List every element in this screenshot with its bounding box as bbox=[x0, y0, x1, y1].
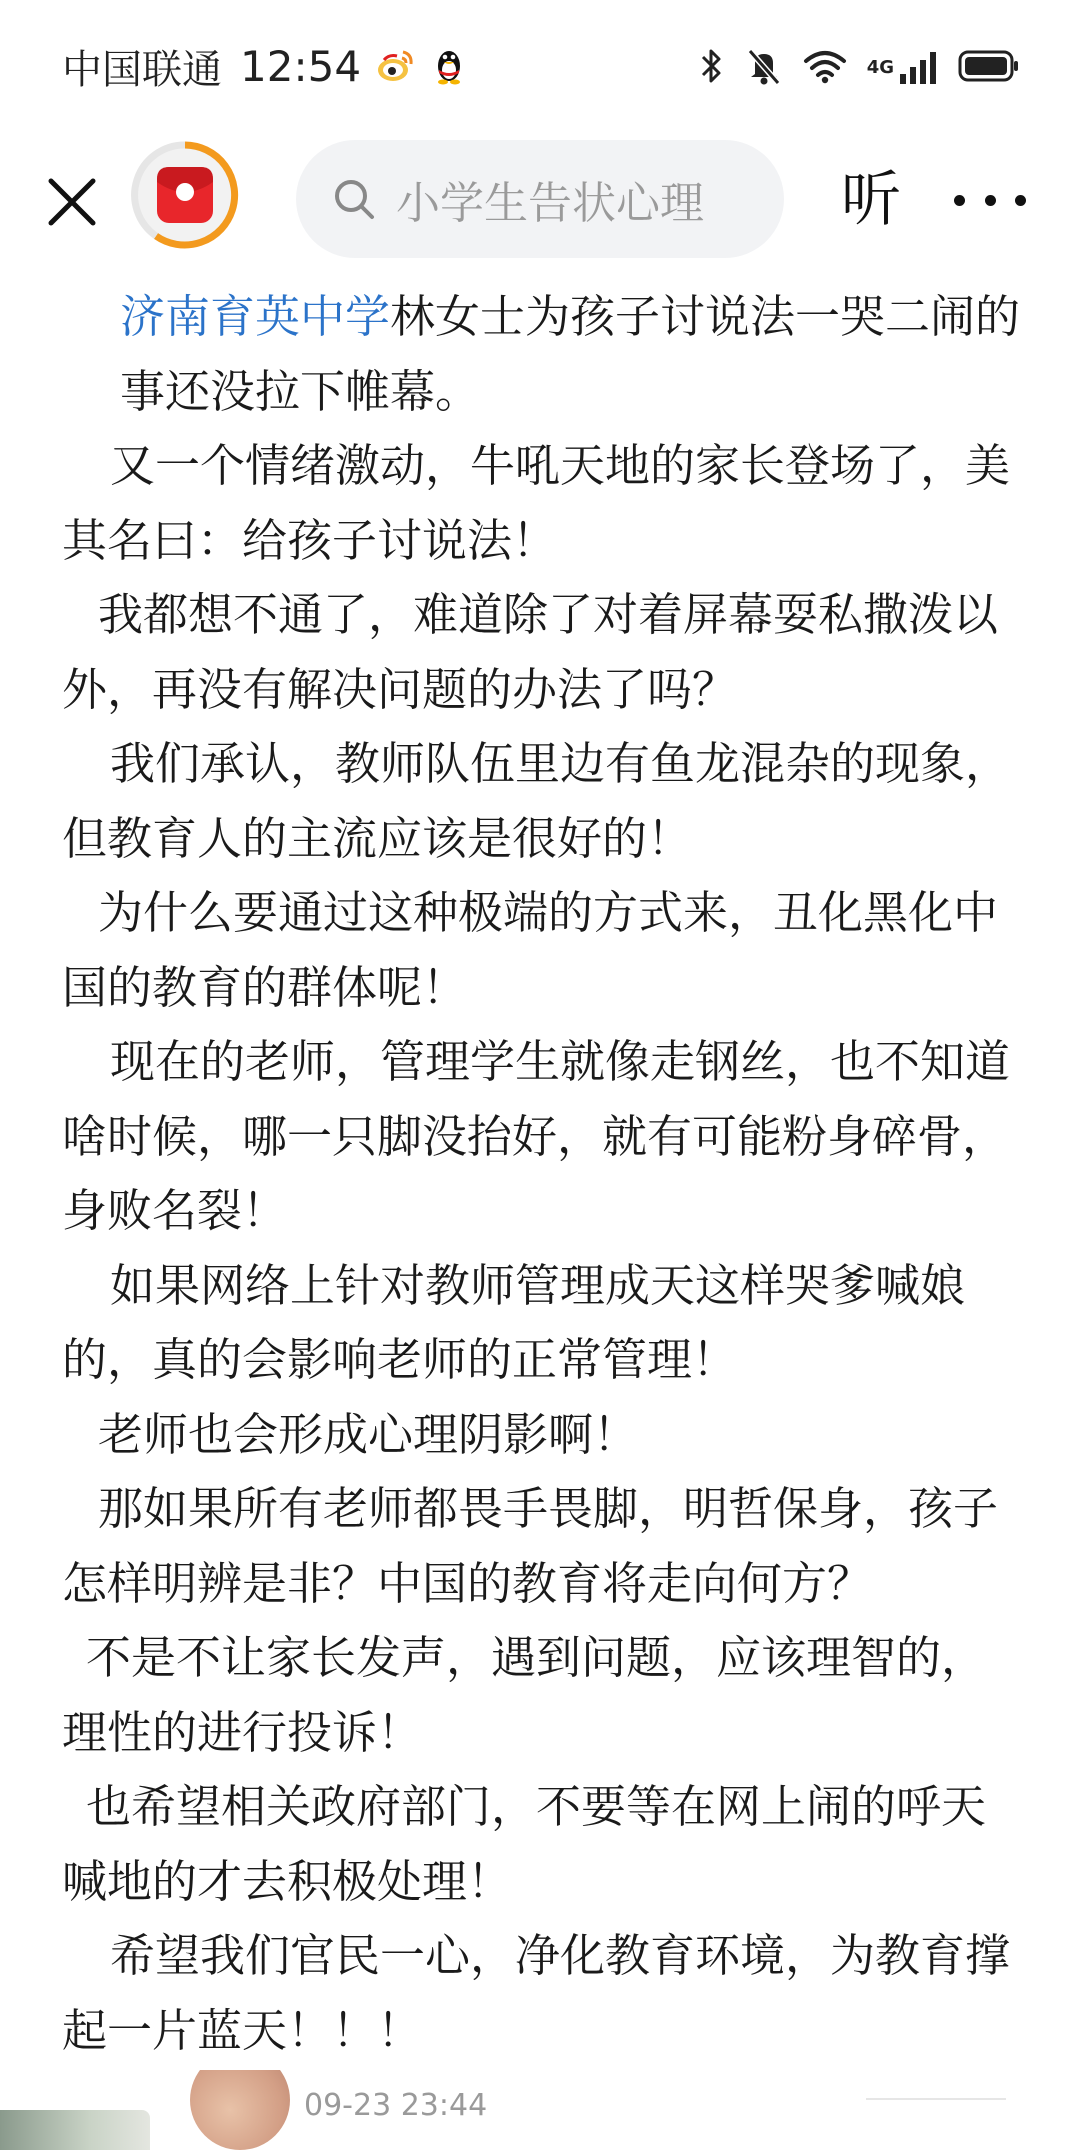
search-bar[interactable] bbox=[296, 140, 784, 258]
search-icon bbox=[332, 177, 376, 221]
article-paragraph: 不是不让家长发声，遇到问题，应该理智的，理性的进行投诉！ bbox=[62, 1631, 987, 1759]
clock-time: 12:54 bbox=[240, 41, 362, 91]
school-name-link[interactable]: 济南育英中学 bbox=[120, 290, 391, 343]
close-icon bbox=[46, 176, 98, 228]
article-paragraph: 如果网络上针对教师管理成天这样哭爹喊娘的，真的会影响老师的正常管理！ bbox=[62, 1258, 966, 1386]
app-logo-red-packet-icon[interactable] bbox=[130, 140, 240, 250]
article-paragraph: 老师也会形成心理阴影啊！ bbox=[98, 1407, 639, 1461]
qq-penguin-icon bbox=[429, 46, 469, 86]
article-paragraph: 我都想不通了，难道除了对着屏幕耍私撒泼以外，再没有解决问题的办法了吗？ bbox=[62, 588, 999, 716]
cellular-signal bbox=[867, 50, 938, 86]
carrier-name: 中国联通 bbox=[62, 46, 222, 93]
search-placeholder: 小学生告状心理 bbox=[396, 178, 704, 229]
status-bar bbox=[0, 0, 1080, 130]
status-bar-right bbox=[699, 38, 1020, 98]
article-body bbox=[62, 280, 1022, 2068]
article-paragraph: 又一个情绪激动，牛吼天地的家长登场了，美其名曰：给孩子讨说法！ bbox=[62, 439, 1011, 567]
more-dot-icon bbox=[954, 195, 965, 206]
article-paragraph: 为什么要通过这种极端的方式来，丑化黑化中国的教育的群体呢！ bbox=[62, 886, 999, 1014]
listen-button[interactable]: 听 bbox=[841, 165, 901, 235]
article-paragraph: 也希望相关政府部门，不要等在网上闹的呼天喊地的才去积极处理！ bbox=[62, 1780, 987, 1908]
signal-bars-icon bbox=[898, 50, 938, 86]
comment-timestamp: 09-23 23:44 bbox=[304, 2088, 488, 2123]
status-bar-left bbox=[62, 36, 469, 96]
close-button[interactable] bbox=[40, 170, 104, 234]
next-comment-preview[interactable] bbox=[0, 2070, 1080, 2150]
article-paragraph: 现在的老师，管理学生就像走钢丝，也不知道啥时候，哪一只脚没抬好，就有可能粉身碎骨，身败名裂！ bbox=[62, 1035, 1011, 1237]
network-type-label: 4G bbox=[866, 57, 894, 78]
mute-bell-icon bbox=[745, 46, 783, 90]
thumbnail-image bbox=[0, 2110, 150, 2150]
more-options-button[interactable] bbox=[954, 170, 1026, 230]
article-paragraph: 那如果所有老师都畏手畏脚，明哲保身，孩子怎样明辨是非？中国的教育将走向何方？ bbox=[62, 1482, 999, 1610]
article-paragraph: 希望我们官民一心，净化教育环境，为教育撑起一片蓝天！！！ bbox=[62, 1929, 1011, 2057]
more-dot-icon bbox=[985, 195, 996, 206]
battery-icon bbox=[958, 49, 1020, 87]
divider bbox=[866, 2098, 1006, 2100]
bluetooth-icon bbox=[699, 46, 725, 90]
article-paragraph bbox=[62, 280, 1022, 429]
wifi-icon bbox=[803, 48, 847, 88]
weibo-icon bbox=[375, 46, 415, 86]
more-dot-icon bbox=[1015, 195, 1026, 206]
paragraph-text: 林女士为孩子讨说法一哭二闹的事还没拉下帷幕。 bbox=[120, 290, 1021, 418]
article-paragraph: 我们承认，教师队伍里边有鱼龙混杂的现象，但教育人的主流应该是很好的！ bbox=[62, 737, 1011, 865]
top-navigation-bar bbox=[0, 130, 1080, 270]
avatar[interactable] bbox=[190, 2070, 290, 2150]
